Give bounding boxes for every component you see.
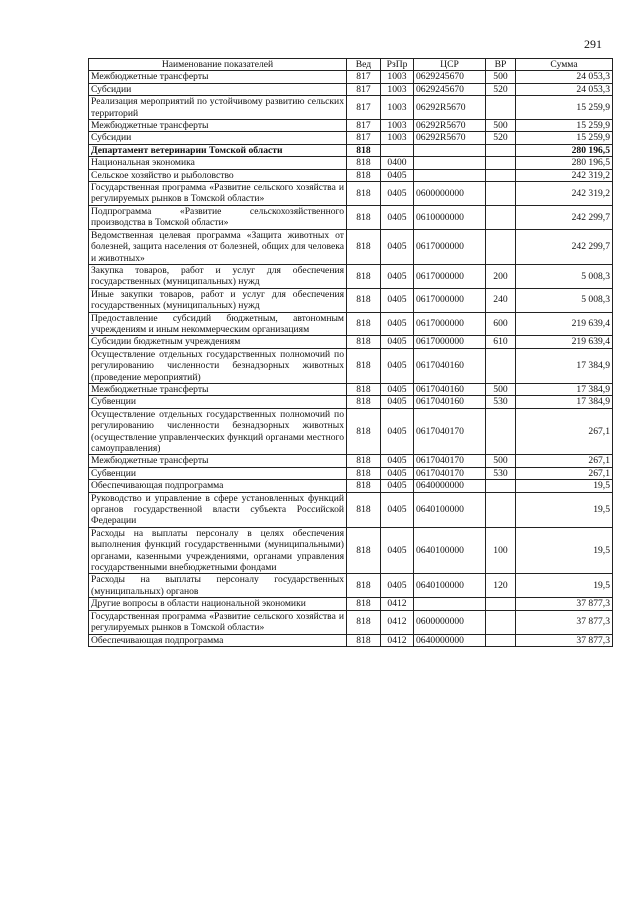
row-vr bbox=[486, 96, 516, 120]
row-rzpr: 0405 bbox=[381, 264, 414, 288]
row-vr: 530 bbox=[486, 467, 516, 479]
row-vr: 610 bbox=[486, 336, 516, 348]
row-ved: 818 bbox=[347, 144, 381, 156]
row-ved: 818 bbox=[347, 182, 381, 206]
table-row bbox=[89, 169, 613, 181]
row-csr: 0640100000 bbox=[414, 527, 486, 574]
row-ved: 818 bbox=[347, 598, 381, 610]
row-rzpr: 0405 bbox=[381, 396, 414, 408]
row-vr: 520 bbox=[486, 83, 516, 95]
row-rzpr: 0405 bbox=[381, 467, 414, 479]
row-vr: 200 bbox=[486, 264, 516, 288]
row-name: Национальная экономика bbox=[89, 157, 347, 169]
row-name: Расходы на выплаты персоналу государственных (муниципальных) органов bbox=[89, 574, 347, 598]
row-sum: 219 639,4 bbox=[516, 312, 613, 336]
row-ved: 818 bbox=[347, 157, 381, 169]
row-vr: 520 bbox=[486, 132, 516, 144]
table-row bbox=[89, 83, 613, 95]
row-sum: 19,5 bbox=[516, 480, 613, 492]
row-rzpr: 0405 bbox=[381, 455, 414, 467]
budget-table bbox=[88, 58, 613, 647]
row-name: Обеспечивающая подпрограмма bbox=[89, 480, 347, 492]
row-csr: 0617040160 bbox=[414, 396, 486, 408]
row-rzpr: 0405 bbox=[381, 336, 414, 348]
row-ved: 817 bbox=[347, 83, 381, 95]
row-ved: 818 bbox=[347, 312, 381, 336]
table-row bbox=[89, 182, 613, 206]
row-name: Осуществление отдельных государственных полномочий по регулированию численности безнадзорных животных (проведение мероприятий) bbox=[89, 348, 347, 383]
page-number: 291 bbox=[584, 37, 602, 51]
row-sum: 37 877,3 bbox=[516, 610, 613, 634]
row-rzpr: 1003 bbox=[381, 96, 414, 120]
row-ved: 818 bbox=[347, 492, 381, 527]
row-csr: 0617040170 bbox=[414, 408, 486, 455]
table-row bbox=[89, 288, 613, 312]
row-vr bbox=[486, 157, 516, 169]
row-sum: 219 639,4 bbox=[516, 336, 613, 348]
row-name: Субсидии bbox=[89, 83, 347, 95]
row-name: Ведомственная целевая программа «Защита животных от болезней, защита населения от болезней, общих для человека и животных» bbox=[89, 229, 347, 264]
row-rzpr: 1003 bbox=[381, 83, 414, 95]
row-sum: 280 196,5 bbox=[516, 144, 613, 156]
table-row bbox=[89, 205, 613, 229]
row-ved: 818 bbox=[347, 336, 381, 348]
row-ved: 818 bbox=[347, 480, 381, 492]
row-rzpr: 0412 bbox=[381, 610, 414, 634]
row-vr bbox=[486, 229, 516, 264]
row-name: Сельское хозяйство и рыболовство bbox=[89, 169, 347, 181]
row-sum: 19,5 bbox=[516, 574, 613, 598]
row-sum: 19,5 bbox=[516, 492, 613, 527]
row-sum: 267,1 bbox=[516, 455, 613, 467]
row-rzpr: 0405 bbox=[381, 288, 414, 312]
row-vr: 500 bbox=[486, 71, 516, 83]
row-sum: 24 053,3 bbox=[516, 83, 613, 95]
row-rzpr bbox=[381, 144, 414, 156]
row-name: Субвенции bbox=[89, 467, 347, 479]
row-name: Межбюджетные трансферты bbox=[89, 71, 347, 83]
row-name: Расходы на выплаты персоналу в целях обеспечения выполнения функций государственными (муниципальными) органами, казенными учреждениями, органами управления государственными внебюджетными фондами bbox=[89, 527, 347, 574]
row-vr bbox=[486, 598, 516, 610]
row-sum: 242 299,7 bbox=[516, 229, 613, 264]
row-csr: 0617000000 bbox=[414, 288, 486, 312]
row-ved: 818 bbox=[347, 467, 381, 479]
row-rzpr: 1003 bbox=[381, 120, 414, 132]
table-row bbox=[89, 455, 613, 467]
row-ved: 818 bbox=[347, 169, 381, 181]
row-rzpr: 0405 bbox=[381, 527, 414, 574]
row-ved: 818 bbox=[347, 527, 381, 574]
row-sum: 267,1 bbox=[516, 467, 613, 479]
row-name: Иные закупки товаров, работ и услуг для обеспечения государственных (муниципальных) нужд bbox=[89, 288, 347, 312]
column-header-name: Наименование показателей bbox=[89, 59, 347, 71]
row-name: Осуществление отдельных государственных полномочий по регулированию численности безнадзорных животных (осуществление управленческих функций органами местного самоуправления) bbox=[89, 408, 347, 455]
row-csr: 0600000000 bbox=[414, 610, 486, 634]
table-row bbox=[89, 408, 613, 455]
table-row bbox=[89, 634, 613, 646]
row-sum: 17 384,9 bbox=[516, 383, 613, 395]
row-sum: 5 008,3 bbox=[516, 288, 613, 312]
row-csr: 0640000000 bbox=[414, 634, 486, 646]
table-header-row bbox=[89, 59, 613, 71]
row-csr: 0629245670 bbox=[414, 71, 486, 83]
row-sum: 15 259,9 bbox=[516, 96, 613, 120]
row-csr bbox=[414, 598, 486, 610]
row-csr: 0617000000 bbox=[414, 229, 486, 264]
row-rzpr: 0400 bbox=[381, 157, 414, 169]
table-row bbox=[89, 336, 613, 348]
row-rzpr: 0405 bbox=[381, 312, 414, 336]
row-ved: 818 bbox=[347, 348, 381, 383]
table-row bbox=[89, 120, 613, 132]
row-sum: 37 877,3 bbox=[516, 634, 613, 646]
row-rzpr: 0405 bbox=[381, 383, 414, 395]
row-vr: 240 bbox=[486, 288, 516, 312]
row-csr: 0617040170 bbox=[414, 455, 486, 467]
row-ved: 818 bbox=[347, 229, 381, 264]
table-row bbox=[89, 396, 613, 408]
row-ved: 818 bbox=[347, 396, 381, 408]
table-row bbox=[89, 527, 613, 574]
row-ved: 818 bbox=[347, 455, 381, 467]
row-vr bbox=[486, 480, 516, 492]
row-ved: 818 bbox=[347, 634, 381, 646]
row-name: Руководство и управление в сфере установленных функций органов государственной власти субъекта Российской Федерации bbox=[89, 492, 347, 527]
row-csr bbox=[414, 169, 486, 181]
row-ved: 818 bbox=[347, 610, 381, 634]
row-vr: 500 bbox=[486, 455, 516, 467]
row-vr bbox=[486, 408, 516, 455]
row-ved: 818 bbox=[347, 574, 381, 598]
row-name: Субсидии бюджетным учреждениям bbox=[89, 336, 347, 348]
row-sum: 267,1 bbox=[516, 408, 613, 455]
row-name: Закупка товаров, работ и услуг для обеспечения государственных (муниципальных) нужд bbox=[89, 264, 347, 288]
row-name: Межбюджетные трансферты bbox=[89, 455, 347, 467]
row-rzpr: 1003 bbox=[381, 132, 414, 144]
row-ved: 818 bbox=[347, 264, 381, 288]
column-header-csr: ЦСР bbox=[414, 59, 486, 71]
row-rzpr: 0405 bbox=[381, 492, 414, 527]
row-ved: 817 bbox=[347, 132, 381, 144]
column-header-ved: Вед bbox=[347, 59, 381, 71]
row-csr: 0617000000 bbox=[414, 336, 486, 348]
table-row bbox=[89, 598, 613, 610]
table-row bbox=[89, 492, 613, 527]
row-vr bbox=[486, 205, 516, 229]
row-sum: 15 259,9 bbox=[516, 132, 613, 144]
row-name: Государственная программа «Развитие сельского хозяйства и регулируемых рынков в Томской области» bbox=[89, 182, 347, 206]
row-vr: 600 bbox=[486, 312, 516, 336]
row-csr: 0600000000 bbox=[414, 182, 486, 206]
row-csr: 0640100000 bbox=[414, 574, 486, 598]
row-name: Межбюджетные трансферты bbox=[89, 383, 347, 395]
row-sum: 17 384,9 bbox=[516, 348, 613, 383]
row-sum: 5 008,3 bbox=[516, 264, 613, 288]
column-header-vr: ВР bbox=[486, 59, 516, 71]
row-sum: 37 877,3 bbox=[516, 598, 613, 610]
row-csr: 0610000000 bbox=[414, 205, 486, 229]
table-row bbox=[89, 264, 613, 288]
table-row bbox=[89, 144, 613, 156]
row-name: Предоставление субсидий бюджетным, автономным учреждениям и иным некоммерческим организациям bbox=[89, 312, 347, 336]
row-csr: 0617040160 bbox=[414, 383, 486, 395]
row-ved: 818 bbox=[347, 205, 381, 229]
row-rzpr: 0405 bbox=[381, 348, 414, 383]
row-vr: 500 bbox=[486, 383, 516, 395]
row-vr: 100 bbox=[486, 527, 516, 574]
table-row bbox=[89, 71, 613, 83]
row-vr bbox=[486, 348, 516, 383]
row-sum: 24 053,3 bbox=[516, 71, 613, 83]
row-rzpr: 0405 bbox=[381, 205, 414, 229]
table-row bbox=[89, 574, 613, 598]
table-row bbox=[89, 480, 613, 492]
row-name: Другие вопросы в области национальной экономики bbox=[89, 598, 347, 610]
row-name: Реализация мероприятий по устойчивому развитию сельских территорий bbox=[89, 96, 347, 120]
row-vr bbox=[486, 610, 516, 634]
row-ved: 818 bbox=[347, 288, 381, 312]
row-rzpr: 1003 bbox=[381, 71, 414, 83]
row-sum: 19,5 bbox=[516, 527, 613, 574]
row-rzpr: 0405 bbox=[381, 229, 414, 264]
table-row bbox=[89, 383, 613, 395]
row-csr: 0617000000 bbox=[414, 264, 486, 288]
row-sum: 280 196,5 bbox=[516, 157, 613, 169]
table-row bbox=[89, 610, 613, 634]
row-csr: 0629245670 bbox=[414, 83, 486, 95]
row-rzpr: 0412 bbox=[381, 598, 414, 610]
row-vr: 500 bbox=[486, 120, 516, 132]
row-name: Субвенции bbox=[89, 396, 347, 408]
row-vr bbox=[486, 634, 516, 646]
column-header-sum: Сумма bbox=[516, 59, 613, 71]
table-row bbox=[89, 467, 613, 479]
row-sum: 15 259,9 bbox=[516, 120, 613, 132]
table-row bbox=[89, 132, 613, 144]
row-rzpr: 0405 bbox=[381, 169, 414, 181]
row-sum: 242 319,2 bbox=[516, 169, 613, 181]
row-ved: 817 bbox=[347, 71, 381, 83]
row-rzpr: 0405 bbox=[381, 574, 414, 598]
row-name: Государственная программа «Развитие сельского хозяйства и регулируемых рынков в Томской области» bbox=[89, 610, 347, 634]
row-name: Обеспечивающая подпрограмма bbox=[89, 634, 347, 646]
row-ved: 817 bbox=[347, 96, 381, 120]
row-csr bbox=[414, 157, 486, 169]
row-vr: 120 bbox=[486, 574, 516, 598]
row-rzpr: 0412 bbox=[381, 634, 414, 646]
row-ved: 818 bbox=[347, 408, 381, 455]
row-csr bbox=[414, 144, 486, 156]
row-csr: 0640100000 bbox=[414, 492, 486, 527]
row-csr: 06292R5670 bbox=[414, 132, 486, 144]
row-rzpr: 0405 bbox=[381, 480, 414, 492]
row-name: Департамент ветеринарии Томской области bbox=[89, 144, 347, 156]
row-name: Подпрограмма «Развитие сельскохозяйственного производства в Томской области» bbox=[89, 205, 347, 229]
row-rzpr: 0405 bbox=[381, 182, 414, 206]
row-vr bbox=[486, 144, 516, 156]
row-name: Субсидии bbox=[89, 132, 347, 144]
row-vr: 530 bbox=[486, 396, 516, 408]
row-name: Межбюджетные трансферты bbox=[89, 120, 347, 132]
row-csr: 0617040170 bbox=[414, 467, 486, 479]
row-vr bbox=[486, 492, 516, 527]
table-row bbox=[89, 312, 613, 336]
row-csr: 06292R5670 bbox=[414, 120, 486, 132]
row-sum: 17 384,9 bbox=[516, 396, 613, 408]
row-csr: 06292R5670 bbox=[414, 96, 486, 120]
row-sum: 242 319,2 bbox=[516, 182, 613, 206]
row-vr bbox=[486, 182, 516, 206]
row-ved: 817 bbox=[347, 120, 381, 132]
row-vr bbox=[486, 169, 516, 181]
row-csr: 0617040160 bbox=[414, 348, 486, 383]
row-ved: 818 bbox=[347, 383, 381, 395]
table-row bbox=[89, 96, 613, 120]
row-rzpr: 0405 bbox=[381, 408, 414, 455]
row-csr: 0617000000 bbox=[414, 312, 486, 336]
column-header-rzpr: РзПр bbox=[381, 59, 414, 71]
table-row bbox=[89, 229, 613, 264]
table-row bbox=[89, 348, 613, 383]
row-csr: 0640000000 bbox=[414, 480, 486, 492]
row-sum: 242 299,7 bbox=[516, 205, 613, 229]
table-row bbox=[89, 157, 613, 169]
